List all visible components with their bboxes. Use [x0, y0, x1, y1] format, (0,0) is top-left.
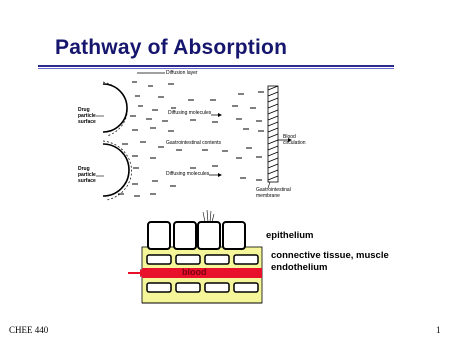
- diffusing-molecules-label-1: Diffusing molecules: [168, 110, 212, 116]
- gi-contents-label: Gastrointestinal contents: [166, 140, 222, 146]
- microvilli: [203, 210, 214, 222]
- blood-label: blood: [182, 267, 207, 277]
- diffusion-layer-label: Diffusion layer: [166, 70, 198, 76]
- gi-membrane-label: Gastrointestinal membrane: [256, 187, 291, 199]
- drug-particle-label-2: Drug particle surface: [78, 166, 96, 184]
- connective-tissue-label: connective tissue, muscle: [271, 250, 389, 261]
- page-title: Pathway of Absorption: [55, 36, 288, 59]
- blood-circulation-label: Blood circulation: [283, 134, 306, 146]
- endothelium-label: endothelium: [271, 262, 328, 273]
- footer-course-code: CHEE 440: [9, 325, 49, 335]
- epithelium-cells: [148, 222, 245, 249]
- footer-page-number: 1: [436, 325, 441, 335]
- diffusing-molecules-label-2: Diffusing molecules: [166, 171, 210, 177]
- drug-particle-label-1: Drug particle surface: [78, 107, 96, 125]
- epithelium-label: epithelium: [266, 230, 314, 241]
